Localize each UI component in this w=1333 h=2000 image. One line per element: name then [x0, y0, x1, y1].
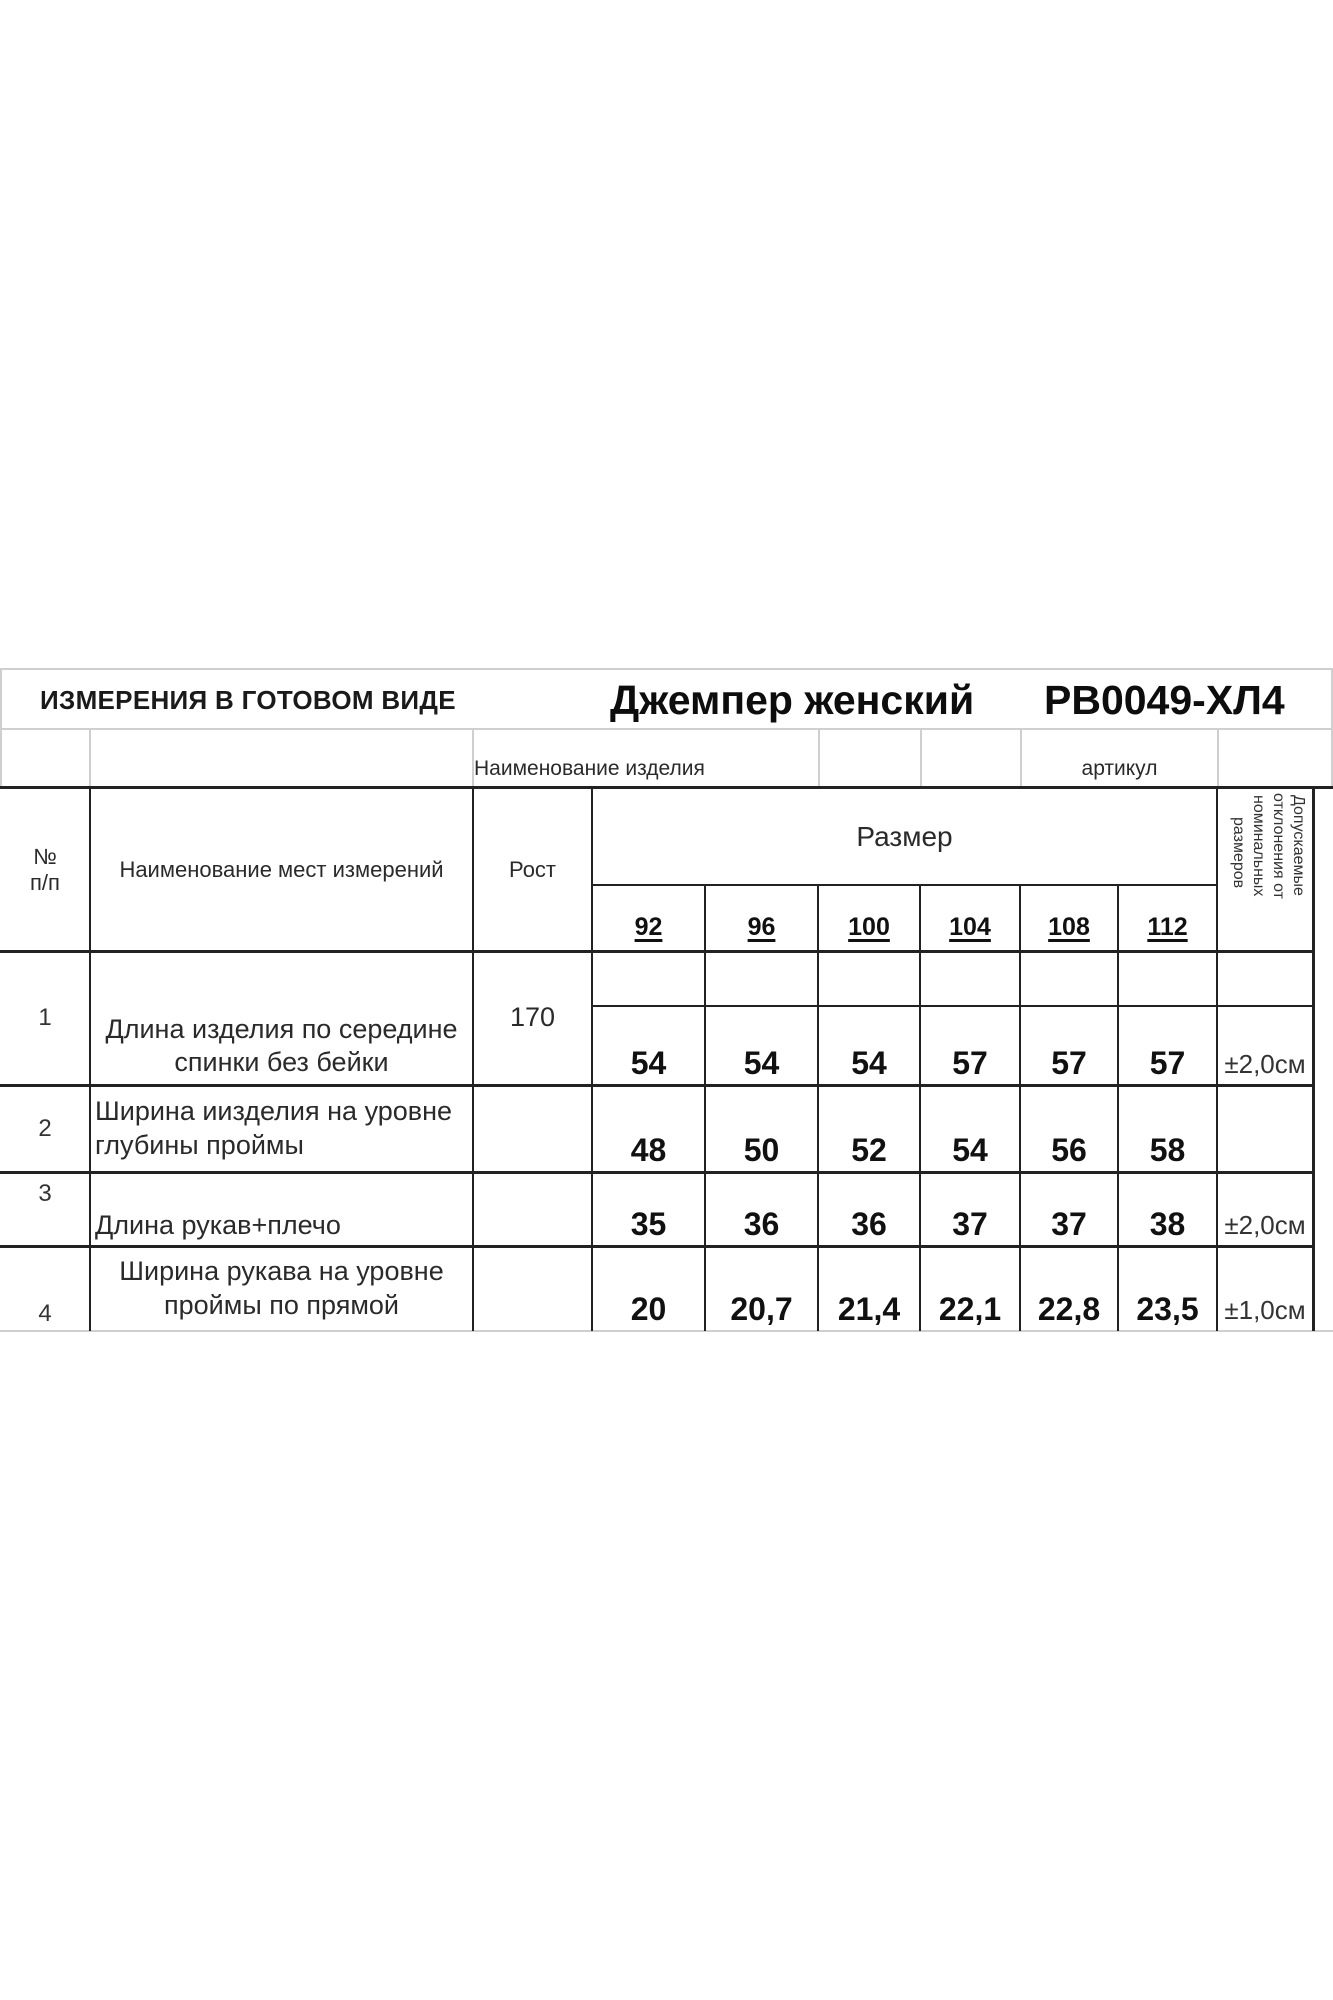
table-top-border [0, 668, 1333, 670]
value-text: 36 [743, 1206, 780, 1242]
value-text: 37 [1051, 1206, 1087, 1242]
row-value [819, 1007, 919, 1084]
row-value [921, 1007, 1019, 1084]
value-text: 54 [630, 1045, 667, 1081]
row-name-line2: Длина рукав+плечо [95, 1210, 341, 1241]
size-header-108 [1021, 886, 1117, 950]
row-height [474, 998, 591, 1038]
row-tolerance [1218, 1174, 1312, 1245]
row-value [593, 1174, 704, 1245]
row-number-text: 3 [38, 1180, 52, 1207]
row-name-line2: проймы по прямой [164, 1290, 399, 1320]
row-measurement-name [91, 1248, 472, 1330]
row-value [706, 1087, 817, 1171]
header-height [474, 789, 591, 950]
header-size [593, 789, 1216, 884]
row-value [593, 1248, 704, 1330]
size-label: 104 [949, 913, 991, 941]
row-value [1119, 1007, 1216, 1084]
row-value [706, 1007, 817, 1084]
row-name-line1: Ширина иизделия на уровне [95, 1096, 453, 1127]
header-tolerance-line1: Допускаемые [1290, 795, 1307, 896]
table-title [40, 672, 456, 728]
size-header-92 [593, 886, 704, 950]
table-bottom-border [0, 1330, 1333, 1332]
row-number [0, 1087, 90, 1171]
header-tolerance-line2: отклонения от [1270, 793, 1287, 899]
header-number [0, 789, 90, 950]
header-tolerance [1218, 789, 1312, 950]
value-text: 54 [952, 1132, 988, 1168]
value-text: 22,8 [1037, 1291, 1101, 1327]
table-right-border [1312, 786, 1315, 1331]
row-value [921, 1174, 1019, 1245]
row-tolerance [1218, 1007, 1312, 1084]
row-value [1021, 1248, 1117, 1330]
row-number-text: 2 [38, 1115, 52, 1142]
row-value [1119, 1174, 1216, 1245]
row-value [593, 1007, 704, 1084]
sub-divider [920, 728, 922, 788]
row-name-line1: Длина изделия по середине [105, 1013, 458, 1044]
size-header-96 [706, 886, 817, 950]
value-text: 54 [743, 1045, 780, 1081]
row-measurement-name [91, 1008, 472, 1084]
value-text: 20,7 [730, 1291, 793, 1327]
row-value [706, 1174, 817, 1245]
article-title [1044, 672, 1285, 728]
size-header-104 [921, 886, 1019, 950]
product-name: Джемпер женский [610, 676, 975, 723]
value-text: 58 [1149, 1132, 1186, 1168]
row-number [0, 1000, 90, 1036]
article-label-text: артикул [1081, 757, 1158, 780]
row-value [706, 1248, 817, 1330]
title-text: ИЗМЕРЕНИЯ В ГОТОВОМ ВИДЕ [40, 684, 456, 715]
row-name-line2: глубины проймы [95, 1130, 304, 1160]
value-text: 56 [1051, 1132, 1087, 1168]
sub-divider [1217, 728, 1219, 788]
header-size-text: Размер [856, 820, 953, 852]
article-code: PB0049-ХЛ4 [1044, 676, 1285, 723]
row-value [1119, 1248, 1216, 1330]
row-value [819, 1248, 919, 1330]
row-height-text: 170 [509, 1002, 556, 1033]
value-text: 52 [851, 1132, 887, 1168]
tolerance-text: ±2,0см [1224, 1210, 1306, 1240]
value-text: 21,4 [837, 1291, 901, 1327]
header-height-text: Рост [508, 856, 557, 882]
row-number-text: 1 [38, 1004, 52, 1031]
row-tolerance [1218, 1248, 1312, 1330]
value-text: 23,5 [1136, 1291, 1199, 1327]
row-number [0, 1174, 90, 1214]
size-label: 92 [634, 913, 663, 941]
row-value [921, 1087, 1019, 1171]
size-label: 112 [1147, 913, 1188, 941]
size-label: 100 [848, 913, 890, 941]
value-text: 48 [630, 1132, 667, 1168]
row-tolerance [1218, 1087, 1312, 1171]
value-text: 57 [1149, 1045, 1186, 1081]
row-value [1119, 1087, 1216, 1171]
header-tolerance-line3: номинальных [1250, 795, 1267, 897]
value-text: 22,1 [938, 1291, 1002, 1327]
value-text: 20 [630, 1291, 667, 1327]
row-name-line2: спинки без бейки [174, 1047, 389, 1078]
tolerance-text: ±2,0см [1224, 1049, 1306, 1079]
sub-divider [818, 728, 820, 788]
size-label: 108 [1048, 913, 1090, 941]
product-name-label-text: Наименование изделия [474, 757, 705, 780]
row-value [1021, 1007, 1117, 1084]
row-number-text: 4 [38, 1300, 52, 1327]
row-value [593, 1087, 704, 1171]
row-value [1021, 1174, 1117, 1245]
value-text: 35 [630, 1206, 667, 1242]
row-value [819, 1087, 919, 1171]
value-text: 36 [851, 1206, 887, 1242]
row-measurement-name [95, 1174, 472, 1245]
header-number-line1: № [33, 843, 57, 869]
sub-divider [89, 728, 91, 788]
size-header-100 [819, 886, 919, 950]
header-measurement-name [91, 789, 472, 950]
article-label [1022, 752, 1217, 786]
row-measurement-name [95, 1087, 472, 1171]
tolerance-text: ±1,0см [1224, 1295, 1306, 1325]
header-measurement-name-text: Наименование мест измерений [119, 856, 444, 882]
size-header-112 [1119, 886, 1216, 950]
title-bottom-border [0, 728, 1333, 730]
left-light-border [0, 668, 2, 788]
row-value [921, 1248, 1019, 1330]
size-label: 96 [747, 913, 776, 941]
value-text: 50 [743, 1132, 780, 1168]
row-value [1021, 1087, 1117, 1171]
row-value [819, 1174, 919, 1245]
product-title [610, 672, 974, 728]
header-tolerance-line4: размеров [1230, 817, 1247, 889]
row-name-line1: Ширина рукава на уровне [119, 1256, 444, 1287]
value-text: 54 [851, 1045, 887, 1081]
product-name-label [474, 752, 705, 786]
value-text: 37 [952, 1206, 988, 1242]
value-text: 38 [1149, 1206, 1186, 1242]
value-text: 57 [952, 1045, 988, 1081]
value-text: 57 [1051, 1045, 1087, 1081]
header-number-line2: п/п [30, 869, 60, 895]
row-number [0, 1248, 90, 1330]
